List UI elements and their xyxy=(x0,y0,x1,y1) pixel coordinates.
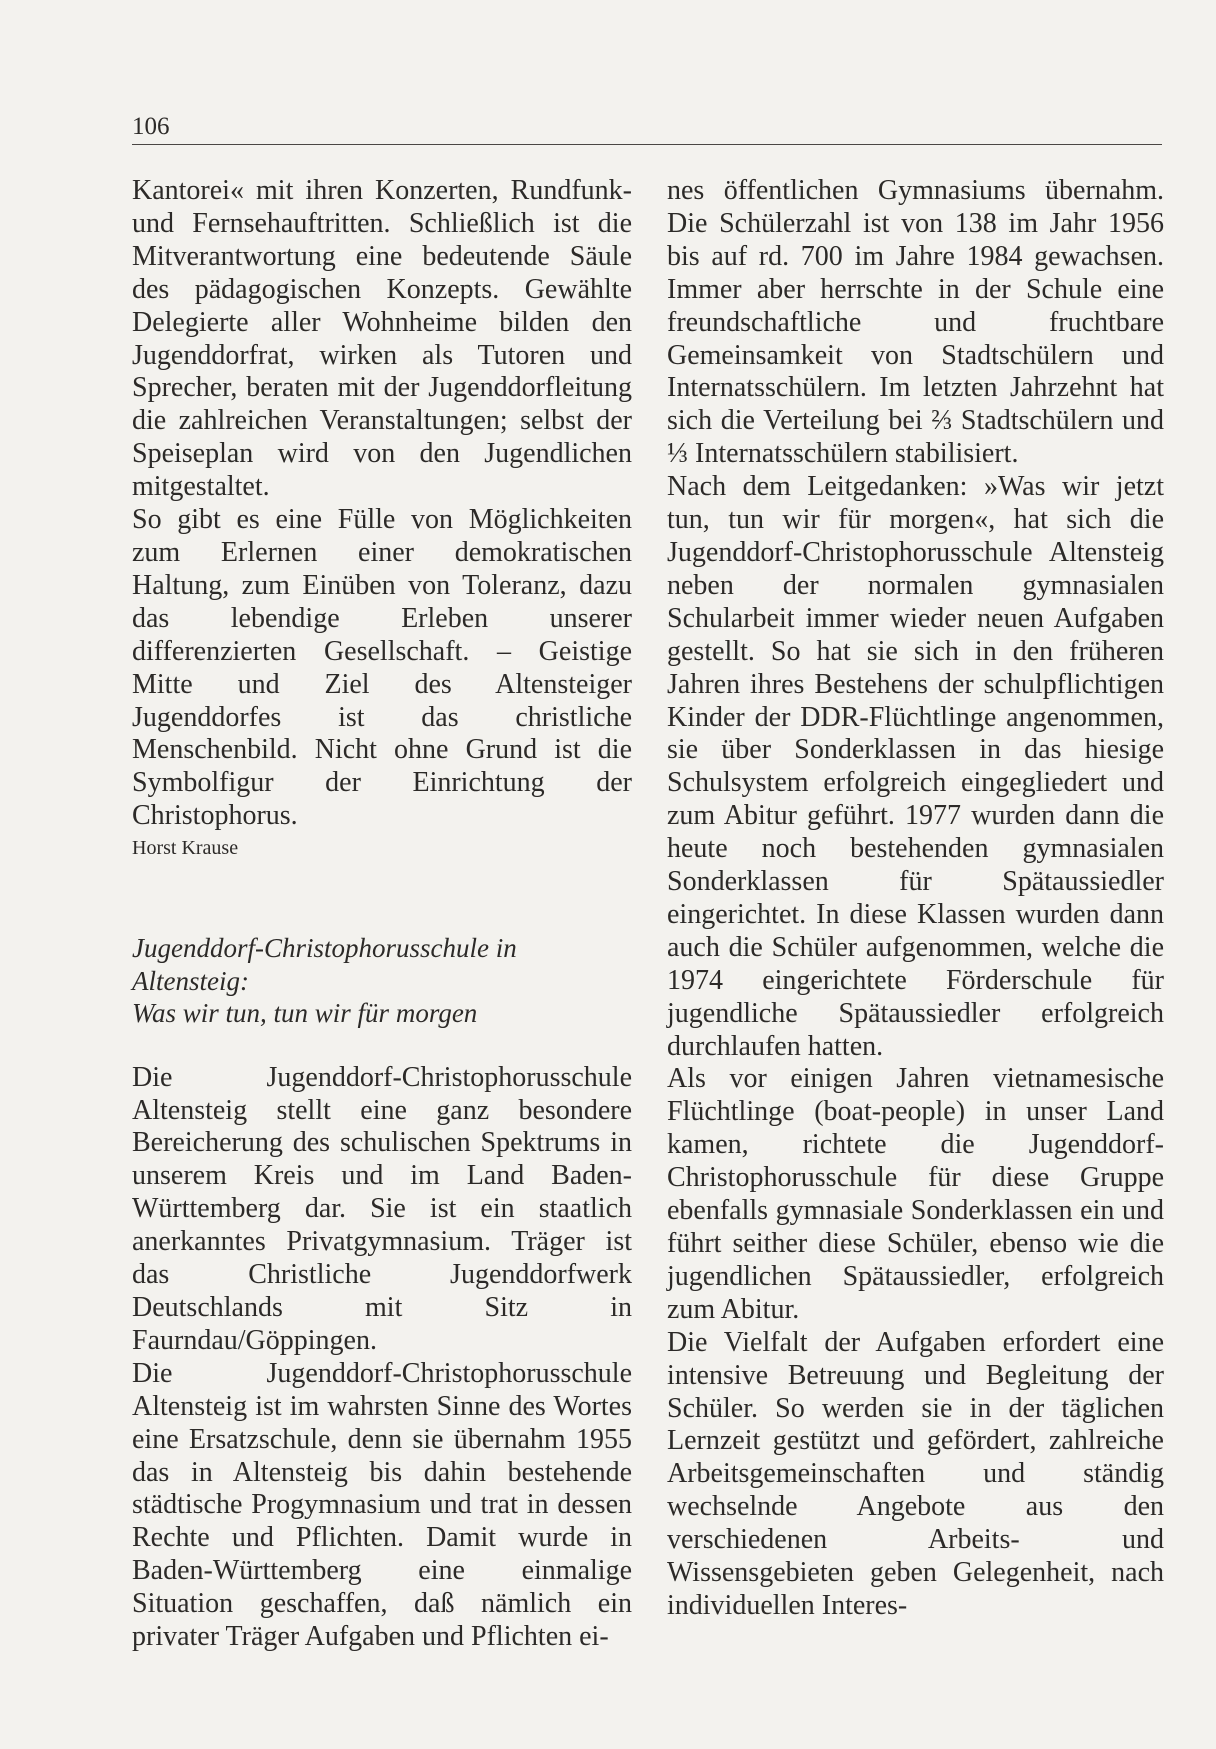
body-paragraph: Nach dem Leitgedanken: »Was wir jetzt tun, tun wir für morgen«, hat sich die Jugenddorf-Christophorusschule Altensteig neben der normalen gymnasialen Schularbeit immer wieder neuen Aufgaben gestellt. So hat sie sich in den früheren Jahren ihres Bestehens der schulpflichtigen Kinder der DDR-Flüchtlinge angenommen, sie über Sonderklassen in das hiesige Schulsystem erfolgreich eingegliedert und zum Abitur geführt. 1977 wurden dann die heute noch bestehenden gymnasialen Sonderklassen für Spätaussiedler eingerichtet. In diese Klassen wurden dann auch die Schüler aufgenommen, welche die 1974 eingerichtete Förderschule für jugendliche Spätaussiedler erfolgreich durchlaufen hatten. xyxy=(667,471,1164,1062)
page-number: 106 xyxy=(132,113,170,140)
body-paragraph: Die Jugenddorf-Christophorusschule Altensteig stellt eine ganz besondere Bereicherung des schulischen Spektrums in unserem Kreis und im Land Baden-Württemberg dar. Sie ist ein staatlich anerkanntes Privatgymnasium. Träger ist das Christliche Jugenddorfwerk Deutschlands mit Sitz in Faurndau/Göppingen. xyxy=(132,1061,632,1356)
article-headline xyxy=(132,932,632,1030)
author-signature: Horst Krause xyxy=(132,837,239,860)
headline-line: Jugenddorf-Christophorusschule in xyxy=(132,933,517,964)
left-column xyxy=(132,175,632,1654)
body-paragraph: nes öffentlichen Gymnasiums übernahm. Die Schülerzahl ist von 138 im Jahr 1956 bis auf rd. 700 im Jahre 1984 gewachsen. Immer aber herrschte in der Schule eine freundschaftliche und fruchtbare Gemeinsamkeit von Stadtschülern und Internatsschülern. Im letzten Jahrzehnt hat sich die Verteilung bei ⅔ Stadtschülern und ⅓ Internatsschülern stabilisiert. xyxy=(667,175,1164,470)
headline-line: Altensteig: xyxy=(132,965,249,996)
body-paragraph: So gibt es eine Fülle von Möglichkeiten zum Erlernen einer demokratischen Haltung, zum Einüben von Toleranz, dazu das lebendige Erleben unserer differenzierten Gesellschaft. – Geistige Mitte und Ziel des Altensteiger Jugenddorfes ist das christliche Menschenbild. Nicht ohne Grund ist die Symbolfigur der Einrichtung der Christophorus. xyxy=(132,504,632,832)
right-column xyxy=(667,175,1164,1623)
headline-subtitle: Was wir tun, tun wir für morgen xyxy=(132,998,478,1029)
body-paragraph: Die Jugenddorf-Christophorusschule Altensteig ist im wahrsten Sinne des Wortes eine Ersatzschule, denn sie übernahm 1955 das in Altensteig bis dahin bestehende städtische Progymnasium und trat in dessen Rechte und Pflichten. Damit wurde in Baden-Württemberg eine einmalige Situation geschaffen, daß nämlich ein privater Träger Aufgaben und Pflichten ei- xyxy=(132,1357,632,1653)
body-paragraph: Die Vielfalt der Aufgaben erfordert eine intensive Betreuung und Begleitung der Schüler. So werden sie in der täglichen Lernzeit gestützt und gefördert, zahlreiche Arbeitsgemeinschaften und ständig wechselnde Angebote aus den verschiedenen Arbeits- und Wissensgebieten geben Gelegenheit, nach individuellen Interes- xyxy=(667,1326,1164,1621)
header-rule xyxy=(132,144,1162,145)
body-paragraph: Kantorei« mit ihren Konzerten, Rundfunk- und Fernsehauftritten. Schließlich ist die Mitverantwortung eine bedeutende Säule des pädagogischen Konzepts. Gewählte Delegierte aller Wohnheime bilden den Jugenddorfrat, wirken als Tutoren und Sprecher, beraten mit der Jugenddorfleitung die zahlreichen Veranstaltungen; selbst der Speiseplan wird von den Jugendlichen mitgestaltet. xyxy=(132,175,632,503)
body-paragraph: Als vor einigen Jahren vietnamesische Flüchtlinge (boat-people) in unser Land kamen, richtete die Jugenddorf-Christophorusschule für diese Gruppe ebenfalls gymnasiale Sonderklassen ein und führt seither diese Schüler, ebenso wie die jugendlichen Spätaussiedler, erfolgreich zum Abitur. xyxy=(667,1063,1164,1325)
spacer xyxy=(132,1030,632,1062)
